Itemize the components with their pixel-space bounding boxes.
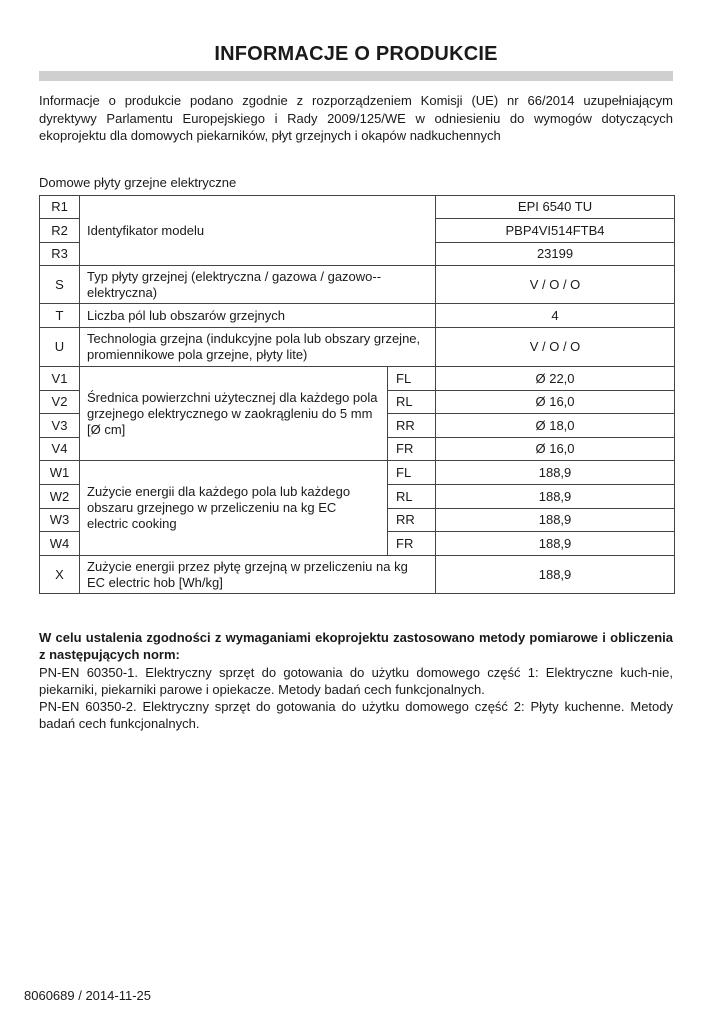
row-code: S — [40, 266, 80, 304]
zone-position: FL — [388, 367, 436, 391]
energy-per-zone-label: Zużycie energii dla każdego pola lub każdego obszaru grzejnego w przeliczeniu na kg EC electric cooking — [80, 461, 388, 556]
standards-section — [39, 629, 673, 733]
row-code: R3 — [40, 243, 80, 266]
row-code: V4 — [40, 438, 80, 461]
zones-count-value: 4 — [436, 304, 675, 328]
row-code: T — [40, 304, 80, 328]
intro-paragraph: Informacje o produkcie podano zgodnie z rozporządzeniem Komisji (UE) nr 66/2014 uzupełniającym dyrektywy Parlamentu Europejskiego i Rady 2009/125/WE w odniesieniu do wymogów dotyczących ekoprojektu dla domowych piekarników, płyt grzejnych i okapów nadkuchennych — [39, 93, 673, 143]
standard-item: PN-EN 60350-1. Elektryczny sprzęt do gotowania do użytku domowego część 1: Elektryczne kuch-nie, piekarniki, piekarniki parowe i opiekacze. Metody badań cech funkcjonalnych. — [39, 664, 673, 697]
zone-position: RR — [388, 414, 436, 438]
row-code: W2 — [40, 485, 80, 509]
table-row — [40, 304, 675, 328]
energy-value: 188,9 — [436, 485, 675, 509]
zone-position: RL — [388, 391, 436, 414]
energy-value: 188,9 — [436, 509, 675, 532]
row-code: V2 — [40, 391, 80, 414]
model-value-r3: 23199 — [436, 243, 675, 266]
zone-position: RL — [388, 485, 436, 509]
standard-item: PN-EN 60350-2. Elektryczny sprzęt do gotowania do użytku domowego część 2: Płyty kuchenne. Metody badań cech funkcjonalnych. — [39, 699, 673, 732]
diameter-value: Ø 16,0 — [436, 391, 675, 414]
hob-energy-value: 188,9 — [436, 556, 675, 594]
diameter-value: Ø 22,0 — [436, 367, 675, 391]
hob-type-label: Typ płyty grzejnej (elektryczna / gazowa / gazowo--elektryczna) — [80, 266, 436, 304]
hob-energy-label: Zużycie energii przez płytę grzejną w przeliczeniu na kg EC electric hob [Wh/kg] — [80, 556, 436, 594]
row-code: R2 — [40, 219, 80, 243]
energy-value: 188,9 — [436, 461, 675, 485]
row-code: W3 — [40, 509, 80, 532]
heating-technology-value: V / O / O — [436, 328, 675, 367]
diameter-label: Średnica powierzchni użytecznej dla każdego pola grzejnego elektrycznego w zaokrągleniu do 5 mm [Ø cm] — [80, 367, 388, 461]
zone-position: RR — [388, 509, 436, 532]
table-row — [40, 328, 675, 367]
model-value-r2: PBP4VI514FTB4 — [436, 219, 675, 243]
row-code: W1 — [40, 461, 80, 485]
row-code: V3 — [40, 414, 80, 438]
table-caption: Domowe płyty grzejne elektryczne — [39, 175, 237, 190]
document-number: 8060689 / 2014-11-25 — [24, 988, 151, 1003]
zone-position: FR — [388, 532, 436, 556]
zone-position: FR — [388, 438, 436, 461]
standards-heading: W celu ustalenia zgodności z wymaganiami ekoprojektu zastosowano metody pomiarowe i obliczenia z następujących norm: — [39, 630, 673, 663]
product-info-table — [39, 195, 675, 594]
row-code: R1 — [40, 196, 80, 219]
zones-count-label: Liczba pól lub obszarów grzejnych — [80, 304, 436, 328]
diameter-value: Ø 16,0 — [436, 438, 675, 461]
hob-type-value: V / O / O — [436, 266, 675, 304]
table-row — [40, 266, 675, 304]
diameter-value: Ø 18,0 — [436, 414, 675, 438]
table-row — [40, 461, 675, 485]
row-code: U — [40, 328, 80, 367]
row-code: W4 — [40, 532, 80, 556]
row-code: V1 — [40, 367, 80, 391]
table-row — [40, 556, 675, 594]
model-value-r1: EPI 6540 TU — [436, 196, 675, 219]
energy-value: 188,9 — [436, 532, 675, 556]
page-title: INFORMACJE O PRODUKCIE — [214, 43, 498, 65]
heating-technology-label: Technologia grzejna (indukcyjne pola lub obszary grzejne, promiennikowe pola grzejne, płyty lite) — [80, 328, 436, 367]
title-underline-bar — [39, 71, 673, 81]
zone-position: FL — [388, 461, 436, 485]
table-row — [40, 196, 675, 219]
row-code: X — [40, 556, 80, 594]
model-identifier-label: Identyfikator modelu — [80, 196, 436, 266]
table-row — [40, 367, 675, 391]
